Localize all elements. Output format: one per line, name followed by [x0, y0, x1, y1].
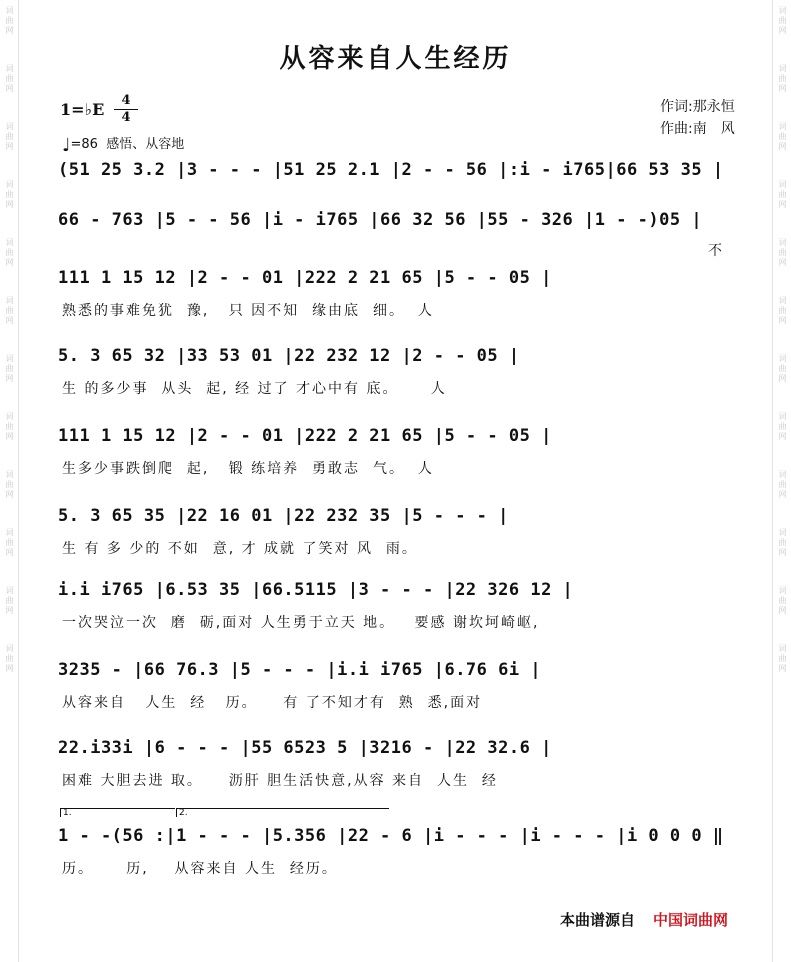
left-watermark-strip — [0, 0, 19, 962]
notation-row: 5. 3 65 32 |33 53 01 |22 232 12 |2 - - 05 | — [58, 346, 520, 366]
song-title: 从容来自人生经历 — [279, 44, 512, 74]
notation-row: 111 1 15 12 |2 - - 01 |222 2 21 65 |5 - - 05 | — [58, 268, 552, 288]
tempo-marking — [62, 133, 184, 156]
watermark-text: 词曲网 — [5, 354, 14, 384]
time-signature-top: 4 — [121, 93, 131, 108]
first-ending-bracket: 1. — [60, 808, 175, 817]
lyric-line: 一次哭泣一次 磨 砺,面对 人生勇于立天 地。 要感 谢坎坷崎岖, — [62, 615, 540, 631]
notation-row: 3235 - |66 76.3 |5 - - - |i.i i765 |6.76 6i | — [58, 660, 542, 680]
watermark-text: 词曲网 — [778, 180, 787, 210]
watermark-text: 词曲网 — [778, 586, 787, 616]
watermark-text: 词曲网 — [778, 354, 787, 384]
second-ending-bracket: 2. — [176, 808, 389, 817]
watermark-text: 词曲网 — [778, 6, 787, 36]
lyric-line: 从容来自 人生 经 历。 有 了不知才有 熟 悉,面对 — [62, 695, 483, 711]
watermark-text: 词曲网 — [5, 470, 14, 500]
time-signature-bottom: 4 — [121, 110, 131, 125]
source-label: 本曲谱源自 — [560, 911, 636, 929]
lyric-line: 生 有 多 少的 不如 意, 才 成就 了笑对 风 雨。 — [62, 541, 418, 557]
watermark-text: 词曲网 — [778, 644, 787, 674]
watermark-text: 词曲网 — [5, 586, 14, 616]
lyricist-credit: 作词:那永恒 — [660, 99, 735, 115]
notation-row: 5. 3 65 35 |22 16 01 |22 232 35 |5 - - - | — [58, 506, 509, 526]
lyric-line: 生多少事跌倒爬 起, 锻 练培养 勇敢志 气。 人 — [62, 461, 434, 477]
notation-row: 66 - 763 |5 - - 56 |i - i765 |66 32 56 |55 - 326 |1 - -)05 | — [58, 210, 703, 230]
watermark-text: 词曲网 — [778, 412, 787, 442]
watermark-text: 词曲网 — [5, 412, 14, 442]
quarter-note-icon: ♩ — [62, 135, 71, 156]
watermark-text: 词曲网 — [778, 122, 787, 152]
watermark-text: 词曲网 — [5, 180, 14, 210]
lyric-line: 生 的多少事 从头 起, 经 过了 才心中有 底。 人 — [62, 381, 447, 397]
watermark-text: 词曲网 — [5, 238, 14, 268]
notation-row: i.i i765 |6.53 35 |66.5115 |3 - - - |22 326 12 | — [58, 580, 574, 600]
source-footer — [560, 909, 728, 930]
watermark-text: 词曲网 — [778, 238, 787, 268]
tempo-expression: 感悟、从容地 — [106, 137, 185, 152]
watermark-text: 词曲网 — [778, 296, 787, 326]
credits — [660, 96, 735, 140]
key-signature: 1=♭E — [60, 100, 105, 119]
lyric-line: 困难 大胆去进 取。 沥肝 胆生活快意,从容 来自 人生 经 — [62, 773, 498, 789]
watermark-text: 词曲网 — [778, 470, 787, 500]
composer-credit: 作曲:南 风 — [660, 121, 735, 137]
watermark-text: 词曲网 — [5, 644, 14, 674]
pickup-lyric: 不 — [708, 243, 722, 259]
notation-row: 111 1 15 12 |2 - - 01 |222 2 21 65 |5 - - 05 | — [58, 426, 552, 446]
notation-row: 1 - -(56 :|1 - - - |5.356 |22 - 6 |i - - - |i - - - |i 0 0 0 ‖ — [58, 826, 724, 846]
watermark-text: 词曲网 — [5, 296, 14, 326]
lyric-line: 历。 历, 从容来自 人生 经历。 — [62, 861, 338, 877]
watermark-text: 词曲网 — [5, 122, 14, 152]
site-link[interactable]: 中国词曲网 — [653, 911, 729, 929]
notation-row: 22.i33i |6 - - - |55 6523 5 |3216 - |22 32.6 | — [58, 738, 552, 758]
watermark-text: 词曲网 — [778, 528, 787, 558]
time-signature — [114, 94, 138, 125]
watermark-text: 词曲网 — [5, 64, 14, 94]
lyric-line: 熟悉的事难免犹 豫, 只 因不知 缘由底 细。 人 — [62, 303, 434, 319]
watermark-text: 词曲网 — [5, 528, 14, 558]
watermark-text: 词曲网 — [778, 64, 787, 94]
notation-row: (51 25 3.2 |3 - - - |51 25 2.1 |2 - - 56 |:i - i765|66 53 35 | — [58, 160, 724, 180]
right-watermark-strip — [772, 0, 791, 962]
tempo-value: =86 — [70, 137, 98, 152]
watermark-text: 词曲网 — [5, 6, 14, 36]
